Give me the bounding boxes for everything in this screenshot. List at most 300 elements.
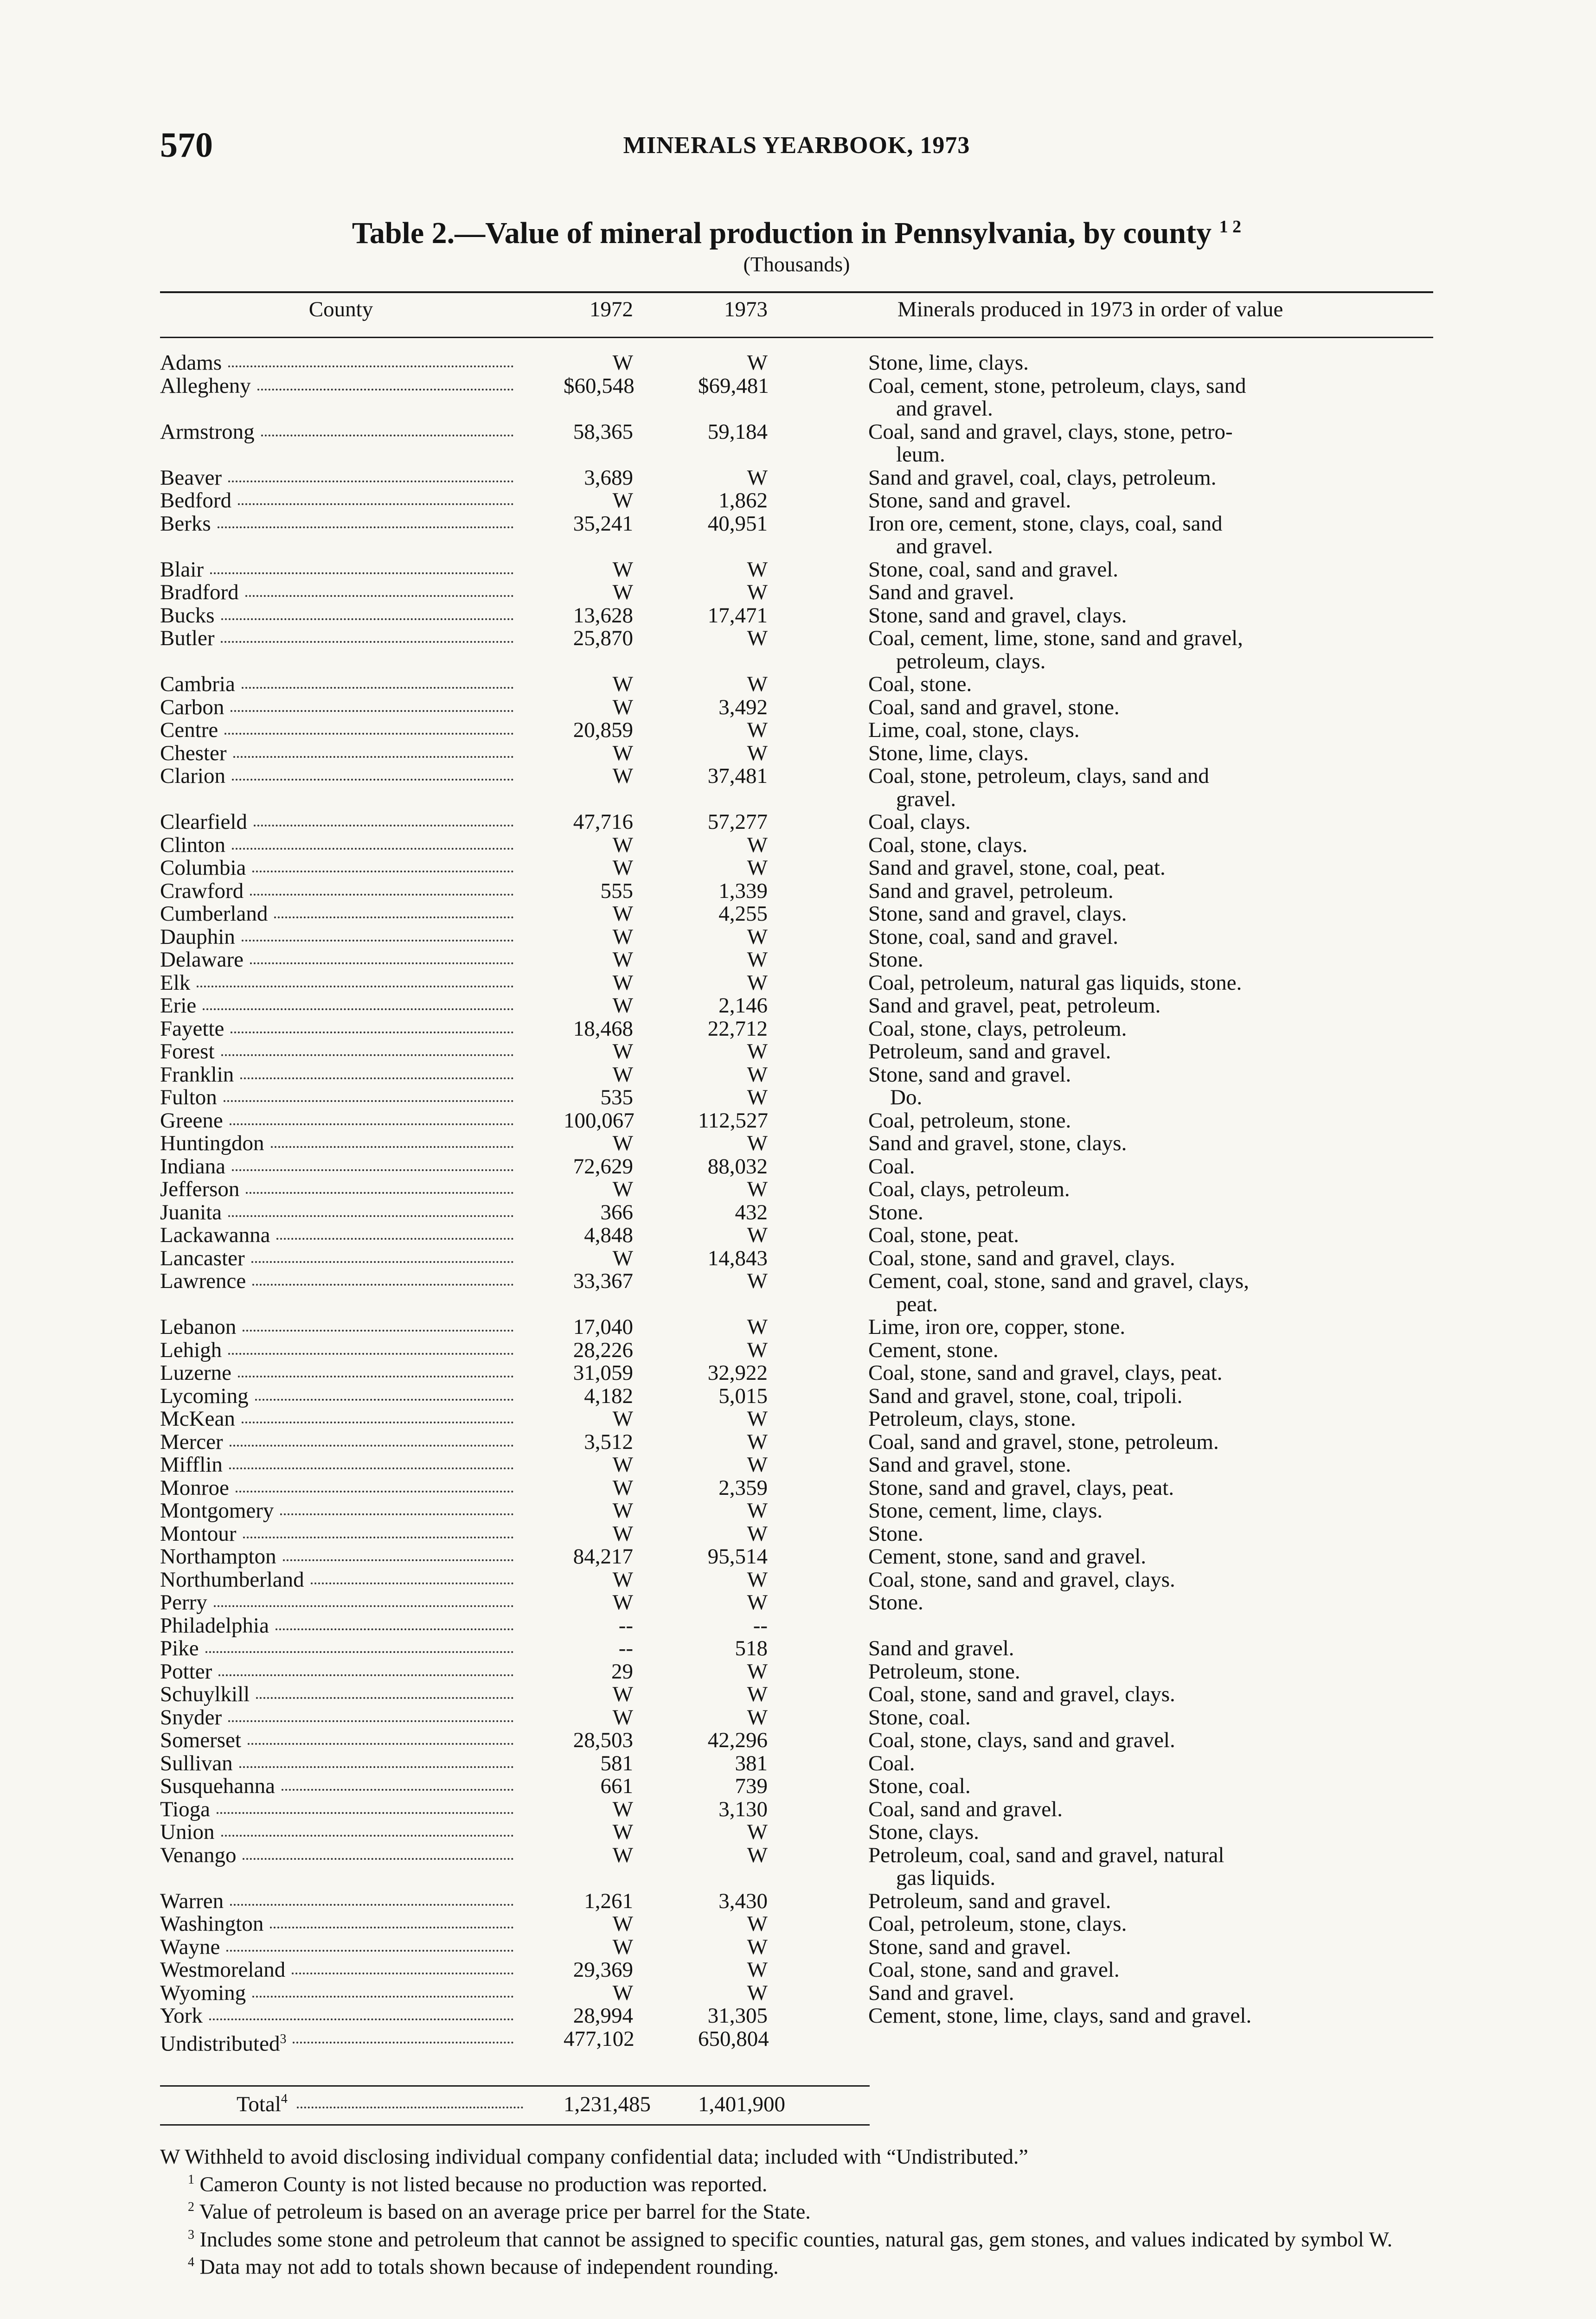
county-name: Columbia	[160, 856, 246, 880]
county-cell	[160, 1178, 522, 1201]
value-1972: 535	[600, 1085, 633, 1109]
minerals-text: Sand and gravel, coal, clays, petroleum.	[868, 465, 1217, 490]
table-row	[160, 489, 1433, 512]
value-1973: W	[747, 1567, 768, 1592]
value-1973: 2,359	[718, 1475, 768, 1500]
county-name: Venango	[160, 1843, 237, 1867]
value-1972: 28,226	[573, 1338, 633, 1362]
minerals-cell	[868, 1706, 1425, 1730]
table-row	[160, 1844, 1433, 1890]
value-1972: 84,217	[573, 1544, 633, 1569]
footnote-text: W Withheld to avoid disclosing individual company confidential data; included with “Undistributed.”	[160, 2145, 1028, 2168]
minerals-cell	[868, 581, 1425, 604]
table-row	[160, 1063, 1433, 1087]
county-name: Dauphin	[160, 924, 235, 949]
value-1973: W	[747, 1131, 768, 1155]
minerals-cell	[868, 1086, 1425, 1109]
minerals-continued: petroleum, clays.	[896, 649, 1046, 673]
county-cell	[160, 558, 522, 582]
footnote-text: Value of petroleum is based on an average price per barrel for the State.	[199, 2199, 811, 2223]
county-name: Schuylkill	[160, 1682, 250, 1706]
county-name: Clarion	[160, 764, 225, 788]
minerals-cell	[868, 1178, 1425, 1201]
value-1972: 47,716	[573, 810, 633, 834]
value-1972: 31,059	[573, 1361, 633, 1385]
county-name: Mercer	[160, 1429, 223, 1454]
county-name: Indiana	[160, 1154, 225, 1179]
total-label	[237, 2092, 533, 2117]
county-name: Delaware	[160, 948, 244, 972]
value-1972: W	[612, 1912, 633, 1936]
value-1973: 518	[735, 1636, 768, 1660]
value-1973: W	[747, 626, 768, 650]
table-title-text: Table 2.—Value of mineral production in Pennsylvania, by county	[352, 216, 1212, 250]
value-1973: W	[747, 1453, 768, 1477]
minerals-text: Stone, sand and gravel.	[868, 488, 1071, 512]
value-1972: W	[612, 1062, 633, 1087]
minerals-text: Sand and gravel, petroleum.	[868, 878, 1114, 903]
county-cell	[160, 1408, 522, 1431]
table-title	[160, 216, 1433, 251]
table-row	[160, 1132, 1433, 1155]
table-row	[160, 811, 1433, 834]
minerals-cell	[868, 375, 1425, 421]
total-label-text: Total	[237, 2092, 281, 2116]
page-header	[160, 125, 1433, 176]
value-1973: 2,146	[718, 993, 768, 1018]
value-1973: W	[747, 1590, 768, 1614]
county-cell	[160, 811, 522, 834]
table-title-block	[160, 216, 1433, 276]
table-row	[160, 1545, 1433, 1569]
value-1973: W	[747, 1315, 768, 1339]
minerals-continued: and gravel.	[896, 534, 993, 558]
minerals-text: Stone, sand and gravel, clays.	[868, 902, 1127, 926]
minerals-cell	[868, 421, 1425, 467]
value-1972: W	[612, 856, 633, 880]
county-cell	[160, 1844, 522, 1867]
table-row	[160, 1959, 1433, 1982]
minerals-cell	[868, 880, 1425, 903]
county-cell	[160, 421, 522, 444]
minerals-text: Coal, sand and gravel, stone, petroleum.	[868, 1429, 1219, 1454]
col-header-minerals: Minerals produced in 1973 in order of value	[897, 297, 1283, 321]
county-cell	[160, 1569, 522, 1592]
minerals-cell	[868, 1821, 1425, 1844]
county-name: Lancaster	[160, 1246, 245, 1270]
county-name: Montgomery	[160, 1499, 274, 1523]
minerals-text: Coal, stone, clays, petroleum.	[868, 1016, 1127, 1041]
value-1972: 18,468	[573, 1016, 633, 1041]
minerals-cell	[868, 1913, 1425, 1936]
county-name: Perry	[160, 1590, 207, 1614]
county-cell	[160, 1890, 522, 1913]
table-row	[160, 1178, 1433, 1201]
value-1973: 381	[735, 1751, 768, 1775]
county-cell	[160, 1913, 522, 1936]
value-1973: 17,471	[707, 603, 768, 628]
value-1973: W	[747, 351, 768, 375]
minerals-cell	[868, 1385, 1425, 1408]
minerals-text: Coal, sand and gravel, clays, stone, petro-	[868, 419, 1233, 444]
minerals-cell	[868, 903, 1425, 926]
minerals-cell	[868, 1362, 1425, 1385]
minerals-text: Coal, stone, sand and gravel, clays, peat.	[868, 1361, 1223, 1385]
table-bottom-rule	[160, 2124, 870, 2126]
value-1973: W	[747, 856, 768, 880]
value-1972: W	[612, 1039, 633, 1063]
minerals-text: Coal, stone, peat.	[868, 1223, 1019, 1247]
total-ref: 4	[281, 2092, 288, 2106]
county-cell	[160, 1752, 522, 1775]
minerals-text: Coal, stone, sand and gravel, clays.	[868, 1246, 1175, 1270]
county-name: Pike	[160, 1636, 199, 1660]
minerals-text: Cement, coal, stone, sand and gravel, clays,	[868, 1269, 1249, 1293]
minerals-cell	[868, 765, 1425, 811]
table-row	[160, 1224, 1433, 1247]
county-cell	[160, 1821, 522, 1844]
minerals-text: Sand and gravel, stone.	[868, 1453, 1071, 1477]
county-name: Snyder	[160, 1705, 222, 1730]
county-cell	[160, 1247, 522, 1270]
county-cell	[160, 673, 522, 696]
value-1973: W	[747, 580, 768, 604]
minerals-text: Stone, coal.	[868, 1705, 971, 1730]
table-row	[160, 857, 1433, 880]
table-row	[160, 604, 1433, 628]
minerals-cell	[868, 1569, 1425, 1592]
value-1973: W	[747, 557, 768, 582]
minerals-text: Coal, stone, clays.	[868, 833, 1028, 857]
minerals-cell	[868, 558, 1425, 582]
county-name: Northumberland	[160, 1567, 304, 1592]
minerals-text: Coal, stone, sand and gravel, clays.	[868, 1682, 1175, 1706]
value-1972: 29	[611, 1659, 633, 1684]
table-row	[160, 1201, 1433, 1224]
value-1972: 28,994	[573, 2004, 633, 2028]
value-1972: W	[612, 741, 633, 765]
table-row	[160, 1569, 1433, 1592]
value-1972: W	[612, 1797, 633, 1821]
value-1972: 72,629	[573, 1154, 633, 1179]
county-cell	[160, 489, 522, 512]
county-cell	[160, 1316, 522, 1339]
county-cell	[160, 742, 522, 765]
minerals-text: Coal.	[868, 1751, 915, 1775]
table-row	[160, 1637, 1433, 1660]
minerals-text: Stone, cement, lime, clays.	[868, 1499, 1103, 1523]
minerals-text: Stone, coal, sand and gravel.	[868, 557, 1119, 582]
county-name: Bedford	[160, 488, 232, 512]
county-name: Berks	[160, 511, 211, 536]
value-1972: 581	[600, 1751, 633, 1775]
minerals-cell	[868, 1408, 1425, 1431]
table-header-rule	[160, 337, 1433, 338]
minerals-cell	[868, 1959, 1425, 1982]
minerals-cell	[868, 1890, 1425, 1913]
minerals-text: Coal, petroleum, natural gas liquids, stone.	[868, 970, 1242, 995]
table-row	[160, 926, 1433, 949]
table-row	[160, 2026, 1433, 2056]
value-1973: --	[753, 1613, 768, 1638]
minerals-cell	[868, 1339, 1425, 1362]
value-1972: 58,365	[573, 419, 633, 444]
minerals-text: Cement, stone.	[868, 1338, 999, 1362]
county-name: Lawrence	[160, 1269, 246, 1293]
table-row	[160, 1362, 1433, 1385]
county-cell	[160, 857, 522, 880]
value-1973: W	[747, 948, 768, 972]
table-row	[160, 1890, 1433, 1913]
value-1972: W	[612, 902, 633, 926]
county-cell	[160, 1936, 522, 1959]
minerals-text: Coal, sand and gravel, stone.	[868, 695, 1120, 719]
county-cell	[160, 627, 522, 650]
value-1973: W	[747, 1912, 768, 1936]
minerals-text: Cement, stone, lime, clays, sand and gravel.	[868, 2004, 1252, 2028]
county-name: Forest	[160, 1039, 215, 1063]
value-1973: 739	[735, 1774, 768, 1798]
value-1972: W	[612, 1705, 633, 1730]
value-1972: W	[612, 695, 633, 719]
county-name: Bucks	[160, 603, 215, 628]
value-1973: W	[747, 924, 768, 949]
value-1973: $69,481	[698, 373, 769, 398]
value-1972: W	[612, 1820, 633, 1844]
table-row	[160, 1982, 1433, 2005]
minerals-cell	[868, 1477, 1425, 1500]
table-row	[160, 1018, 1433, 1041]
page-number: 570	[160, 126, 213, 165]
value-1972: 25,870	[573, 626, 633, 650]
value-1972: 29,369	[573, 1958, 633, 1982]
minerals-cell	[868, 1454, 1425, 1477]
value-1972: 366	[600, 1200, 633, 1224]
minerals-cell	[868, 352, 1425, 375]
value-1973: W	[747, 718, 768, 742]
county-ref: 3	[280, 2031, 287, 2046]
minerals-cell	[868, 1063, 1425, 1087]
county-name: McKean	[160, 1407, 235, 1431]
value-1973: 432	[735, 1200, 768, 1224]
minerals-text: Petroleum, sand and gravel.	[868, 1039, 1111, 1063]
footnote-text: Cameron County is not listed because no production was reported.	[199, 2172, 768, 2196]
table-row	[160, 467, 1433, 490]
county-name: Luzerne	[160, 1361, 231, 1385]
minerals-cell	[868, 1752, 1425, 1775]
minerals-text: Lime, coal, stone, clays.	[868, 718, 1080, 742]
table-subtitle: (Thousands)	[743, 252, 850, 276]
minerals-cell	[868, 1018, 1425, 1041]
county-cell	[160, 2005, 522, 2028]
minerals-cell	[868, 948, 1425, 972]
county-cell	[160, 1545, 522, 1569]
minerals-continued: and gravel.	[896, 397, 993, 421]
value-1972: W	[612, 1177, 633, 1201]
minerals-cell	[868, 719, 1425, 742]
table-row	[160, 1109, 1433, 1133]
minerals-text: Coal.	[868, 1154, 915, 1179]
minerals-text: Petroleum, stone.	[868, 1659, 1020, 1684]
county-name: Franklin	[160, 1062, 234, 1087]
footnote-mark: 1	[188, 2172, 194, 2187]
county-cell	[160, 926, 522, 949]
value-1973: 40,951	[707, 511, 768, 536]
minerals-cell	[868, 2005, 1425, 2028]
minerals-text: Lime, iron ore, copper, stone.	[868, 1315, 1126, 1339]
county-name: Sullivan	[160, 1751, 233, 1775]
value-1972: W	[612, 1499, 633, 1523]
value-1973: W	[747, 1682, 768, 1706]
value-1972: W	[612, 557, 633, 582]
minerals-text: Sand and gravel.	[868, 1980, 1014, 2005]
value-1972: W	[612, 1682, 633, 1706]
table-row	[160, 1523, 1433, 1546]
table-row	[160, 1752, 1433, 1775]
minerals-continued: peat.	[896, 1292, 938, 1316]
county-name: Lebanon	[160, 1315, 237, 1339]
table-row	[160, 1339, 1433, 1362]
table-row	[160, 1706, 1433, 1730]
county-name: Lackawanna	[160, 1223, 270, 1247]
county-name: Washington	[160, 1912, 264, 1936]
county-name: Wyoming	[160, 1980, 246, 2005]
value-1973: W	[747, 1705, 768, 1730]
minerals-text: Stone, sand and gravel, clays.	[868, 603, 1127, 628]
table-row	[160, 421, 1433, 467]
value-1973: 112,527	[698, 1108, 769, 1133]
footnotes	[160, 2145, 1433, 2278]
county-name: Montour	[160, 1521, 237, 1546]
county-cell	[160, 352, 522, 375]
county-cell	[160, 1591, 522, 1614]
value-1972: 20,859	[573, 718, 633, 742]
value-1973: 3,492	[718, 695, 768, 719]
table-row	[160, 558, 1433, 582]
minerals-text: Sand and gravel.	[868, 580, 1014, 604]
minerals-cell	[868, 811, 1425, 834]
county-name: Warren	[160, 1889, 224, 1913]
table-row	[160, 673, 1433, 696]
value-1972: 33,367	[573, 1269, 633, 1293]
table-row	[160, 1660, 1433, 1684]
county-cell	[160, 1270, 522, 1293]
table-body	[160, 351, 1433, 2056]
footnote-mark: 4	[188, 2255, 194, 2269]
value-1973: 1,339	[718, 878, 768, 903]
county-cell	[160, 581, 522, 604]
table-row	[160, 1431, 1433, 1454]
county-cell	[160, 604, 522, 628]
value-1972: 661	[600, 1774, 633, 1798]
minerals-text: Coal, stone, clays, sand and gravel.	[868, 1728, 1175, 1752]
value-1972: --	[618, 1636, 633, 1660]
county-cell	[160, 696, 522, 719]
county-cell	[160, 1982, 522, 2005]
county-cell	[160, 1706, 522, 1730]
value-1973: W	[747, 970, 768, 995]
county-name: Clinton	[160, 833, 226, 857]
county-name: Fulton	[160, 1085, 217, 1109]
county-name: Susquehanna	[160, 1774, 276, 1798]
table-row	[160, 1913, 1433, 1936]
table-row	[160, 765, 1433, 811]
table-row	[160, 834, 1433, 857]
value-1973: 42,296	[707, 1728, 768, 1752]
county-name: Jefferson	[160, 1177, 240, 1201]
minerals-text: Coal, petroleum, stone, clays.	[868, 1912, 1127, 1936]
value-1972: W	[612, 764, 633, 788]
table-row	[160, 1821, 1433, 1844]
minerals-text: Petroleum, clays, stone.	[868, 1407, 1076, 1431]
county-name: Juanita	[160, 1200, 222, 1224]
table-row	[160, 880, 1433, 903]
footnote-mark: 3	[188, 2227, 194, 2242]
county-name: Monroe	[160, 1475, 229, 1500]
value-1972: 4,182	[584, 1384, 633, 1408]
county-cell	[160, 1614, 522, 1638]
value-1972: W	[612, 1453, 633, 1477]
value-1973: 5,015	[718, 1384, 768, 1408]
minerals-cell	[868, 1775, 1425, 1798]
county-name: Armstrong	[160, 419, 255, 444]
value-1973: W	[747, 1085, 768, 1109]
table-row	[160, 627, 1433, 673]
total-rule	[160, 2085, 870, 2087]
value-1972: 477,102	[564, 2026, 635, 2051]
minerals-text: Stone.	[868, 1590, 923, 1614]
county-name: Clearfield	[160, 810, 247, 834]
county-name: Centre	[160, 718, 218, 742]
table-row	[160, 1316, 1433, 1339]
minerals-cell	[868, 1936, 1425, 1959]
value-1973: W	[747, 1338, 768, 1362]
col-header-county: County	[308, 297, 373, 321]
table-row	[160, 1499, 1433, 1523]
minerals-cell	[868, 604, 1425, 628]
minerals-cell	[868, 1523, 1425, 1546]
value-1973: W	[747, 1935, 768, 1959]
county-cell	[160, 972, 522, 995]
table-row	[160, 1614, 1433, 1638]
minerals-text: Stone, coal, sand and gravel.	[868, 924, 1119, 949]
value-1973: W	[747, 833, 768, 857]
value-1972: 35,241	[573, 511, 633, 536]
value-1973: 3,130	[718, 1797, 768, 1821]
county-name: Union	[160, 1820, 215, 1844]
county-name: Tioga	[160, 1797, 210, 1821]
county-name: Beaver	[160, 465, 222, 490]
table-row	[160, 2005, 1433, 2028]
value-1973: 57,277	[707, 810, 768, 834]
running-head: MINERALS YEARBOOK, 1973	[623, 132, 970, 159]
minerals-text: Sand and gravel, stone, coal, tripoli.	[868, 1384, 1183, 1408]
county-name: Butler	[160, 626, 215, 650]
minerals-cell	[868, 1316, 1425, 1339]
minerals-cell	[868, 1201, 1425, 1224]
county-cell	[160, 1775, 522, 1798]
value-1972: W	[612, 1935, 633, 1959]
minerals-continued: gravel.	[896, 787, 956, 811]
value-1972: W	[612, 993, 633, 1018]
minerals-text: Stone, sand and gravel.	[868, 1935, 1071, 1959]
value-1972: W	[612, 351, 633, 375]
value-1973: W	[747, 1659, 768, 1684]
value-1972: W	[612, 488, 633, 512]
table-row	[160, 352, 1433, 375]
minerals-text: Petroleum, sand and gravel.	[868, 1889, 1111, 1913]
minerals-text: Coal, clays.	[868, 810, 971, 834]
